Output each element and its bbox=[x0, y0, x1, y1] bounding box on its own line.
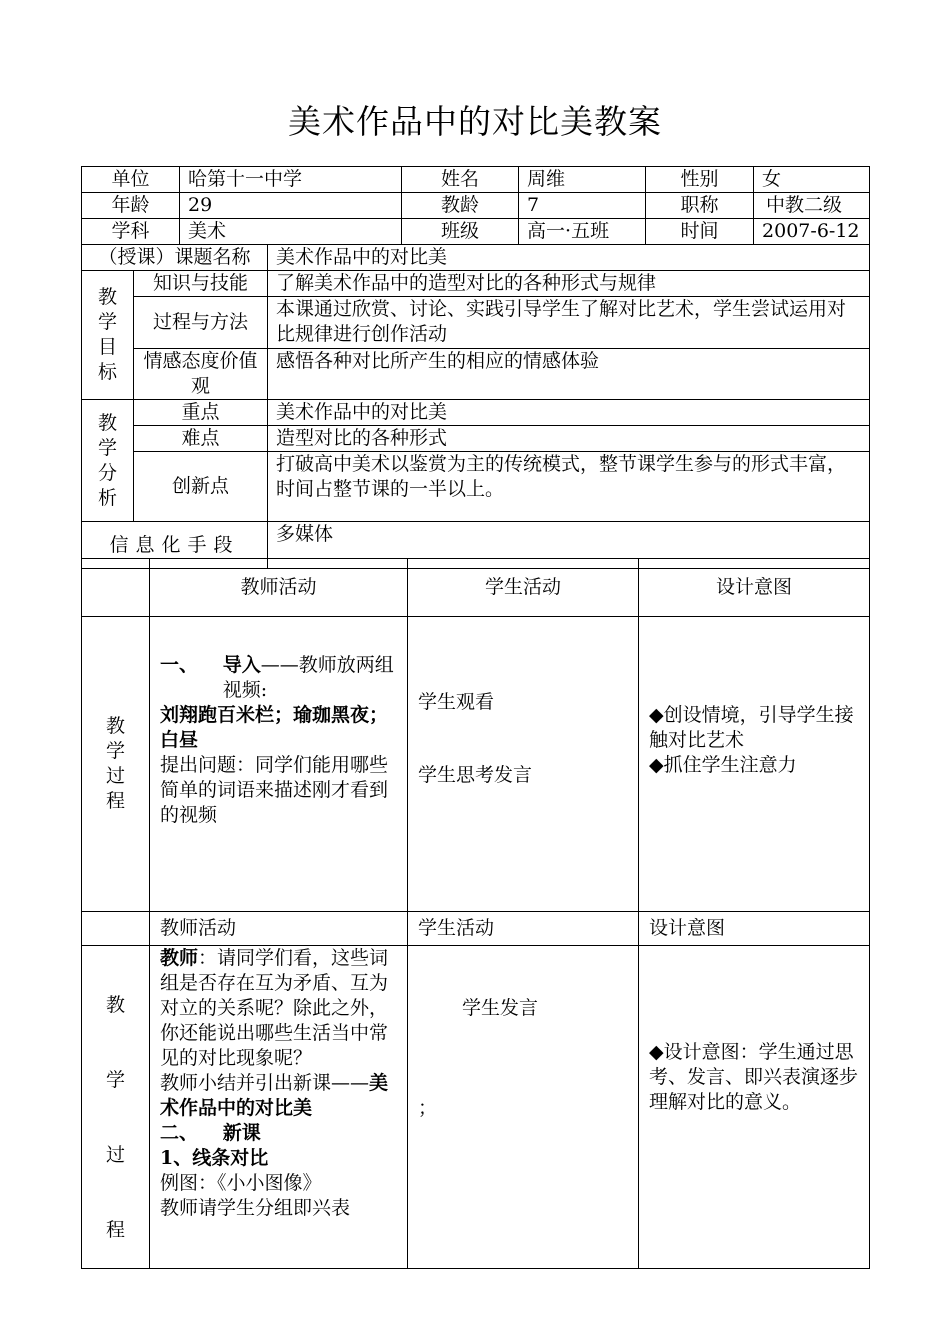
intro-student-cell bbox=[408, 617, 639, 912]
process-method-label: 过程与方法 bbox=[134, 297, 268, 349]
intro-title: 导入 bbox=[222, 653, 261, 676]
header-blank bbox=[82, 559, 150, 617]
intro-design-cell bbox=[639, 617, 870, 912]
header2-blank bbox=[82, 912, 150, 946]
key-label: 重点 bbox=[134, 400, 268, 426]
subject-label: 学科 bbox=[82, 219, 180, 245]
header-teacher: 教师活动 bbox=[150, 559, 408, 617]
unit-value: 哈第十一中学 bbox=[180, 167, 402, 193]
age-label: 年龄 bbox=[82, 193, 180, 219]
age-value: 29 bbox=[180, 193, 402, 219]
teacher-question: ：请同学们看，这些词组是否存在互为矛盾、互为对立的关系呢？除此之外，你还能说出哪些生活当中常见的对比现象呢？ bbox=[160, 947, 389, 1069]
intro-question: 提出问题：同学们能用哪些简单的词语来描述刚才看到的视频 bbox=[160, 753, 389, 826]
newlesson-student-cell bbox=[408, 946, 639, 1269]
lesson-title: 美术作品中的对比美 bbox=[160, 1072, 389, 1119]
unit-label: 单位 bbox=[82, 167, 180, 193]
name-label: 姓名 bbox=[402, 167, 519, 193]
process-label: 教学过程 bbox=[82, 617, 150, 912]
analysis-label: 教学分析 bbox=[82, 400, 134, 522]
rank-label: 职称 bbox=[646, 193, 754, 219]
media-value: 多媒体 bbox=[268, 522, 870, 569]
header-student: 学生活动 bbox=[408, 559, 639, 617]
intro-number: 一、 bbox=[160, 653, 199, 676]
example-image: 例图：《小小图像》 bbox=[160, 1172, 322, 1194]
header2-design: 设计意图 bbox=[639, 912, 870, 946]
newlesson-teacher-cell bbox=[150, 946, 408, 1269]
student-speak: 学生发言 bbox=[462, 997, 539, 1019]
lesson-info-table bbox=[81, 166, 870, 569]
time-label: 时间 bbox=[646, 219, 754, 245]
student-semicolon: ； bbox=[418, 1097, 438, 1119]
teaching-process-table bbox=[81, 558, 870, 1269]
teacher-summary: 教师小结并引出新课—— bbox=[160, 1072, 370, 1094]
emotion-value: 感悟各种对比所产生的相应的情感体验 bbox=[268, 349, 870, 400]
key-value: 美术作品中的对比美 bbox=[268, 400, 870, 426]
time-value: 2007-6-12 bbox=[754, 219, 870, 245]
difficulty-value: 造型对比的各种形式 bbox=[268, 426, 870, 452]
rank-value: 中教二级 bbox=[754, 193, 870, 219]
process-method-value: 本课通过欣赏、讨论、实践引导学生了解对比艺术，学生尝试运用对比规律进行创作活动 bbox=[268, 297, 870, 349]
teach-years-value: 7 bbox=[519, 193, 646, 219]
teacher-word: 教师 bbox=[160, 947, 199, 969]
gender-value: 女 bbox=[754, 167, 870, 193]
innovation-label: 创新点 bbox=[134, 452, 268, 522]
intro-design-2: ◆抓住学生注意力 bbox=[649, 753, 797, 776]
intro-design-1: ◆创设情境，引导学生接触对比艺术 bbox=[649, 703, 854, 751]
process2-label: 教 学 过 程 bbox=[82, 946, 150, 1269]
class-value: 高一·五班 bbox=[519, 219, 646, 245]
difficulty-label: 难点 bbox=[134, 426, 268, 452]
media-label: 信息化手段 bbox=[82, 522, 268, 569]
design-intent: ◆设计意图：学生通过思考、发言、即兴表演逐步理解对比的意义。 bbox=[649, 1040, 859, 1113]
teach-years-label: 教龄 bbox=[402, 193, 519, 219]
topic-value: 美术作品中的对比美 bbox=[268, 245, 870, 271]
topic-label: （授课）课题名称 bbox=[82, 245, 268, 271]
intro-text: ——教师放两组视频: bbox=[222, 653, 394, 701]
name-value: 周维 bbox=[519, 167, 646, 193]
knowledge-label: 知识与技能 bbox=[134, 271, 268, 297]
innovation-value: 打破高中美术以鉴赏为主的传统模式，整节课学生参与的形式丰富，时间占整节课的一半以上。 bbox=[268, 452, 870, 522]
page-title: 美术作品中的对比美教案 bbox=[288, 102, 662, 141]
header-design: 设计意图 bbox=[639, 559, 870, 617]
class-label: 班级 bbox=[402, 219, 519, 245]
newlesson-design-cell bbox=[639, 946, 870, 1269]
group-performance: 教师请学生分组即兴表 bbox=[160, 1197, 351, 1219]
header2-teacher: 教师活动 bbox=[150, 912, 408, 946]
line-contrast-heading: 1、线条对比 bbox=[160, 1147, 269, 1169]
knowledge-value: 了解美术作品中的造型对比的各种形式与规律 bbox=[268, 271, 870, 297]
intro-student-speak: 学生思考发言 bbox=[418, 764, 533, 786]
intro-videos: 刘翔跑百米栏；瑜珈黑夜； 白昼 bbox=[160, 703, 398, 751]
gender-label: 性别 bbox=[646, 167, 754, 193]
header2-student: 学生活动 bbox=[408, 912, 639, 946]
intro-teacher-cell bbox=[150, 617, 408, 912]
emotion-label: 情感态度价值观 bbox=[134, 349, 268, 400]
intro-student-watch: 学生观看 bbox=[418, 691, 495, 713]
new-lesson-heading: 二、 新课 bbox=[160, 1122, 261, 1144]
goals-label: 教学目标 bbox=[82, 271, 134, 400]
subject-value: 美术 bbox=[180, 219, 402, 245]
